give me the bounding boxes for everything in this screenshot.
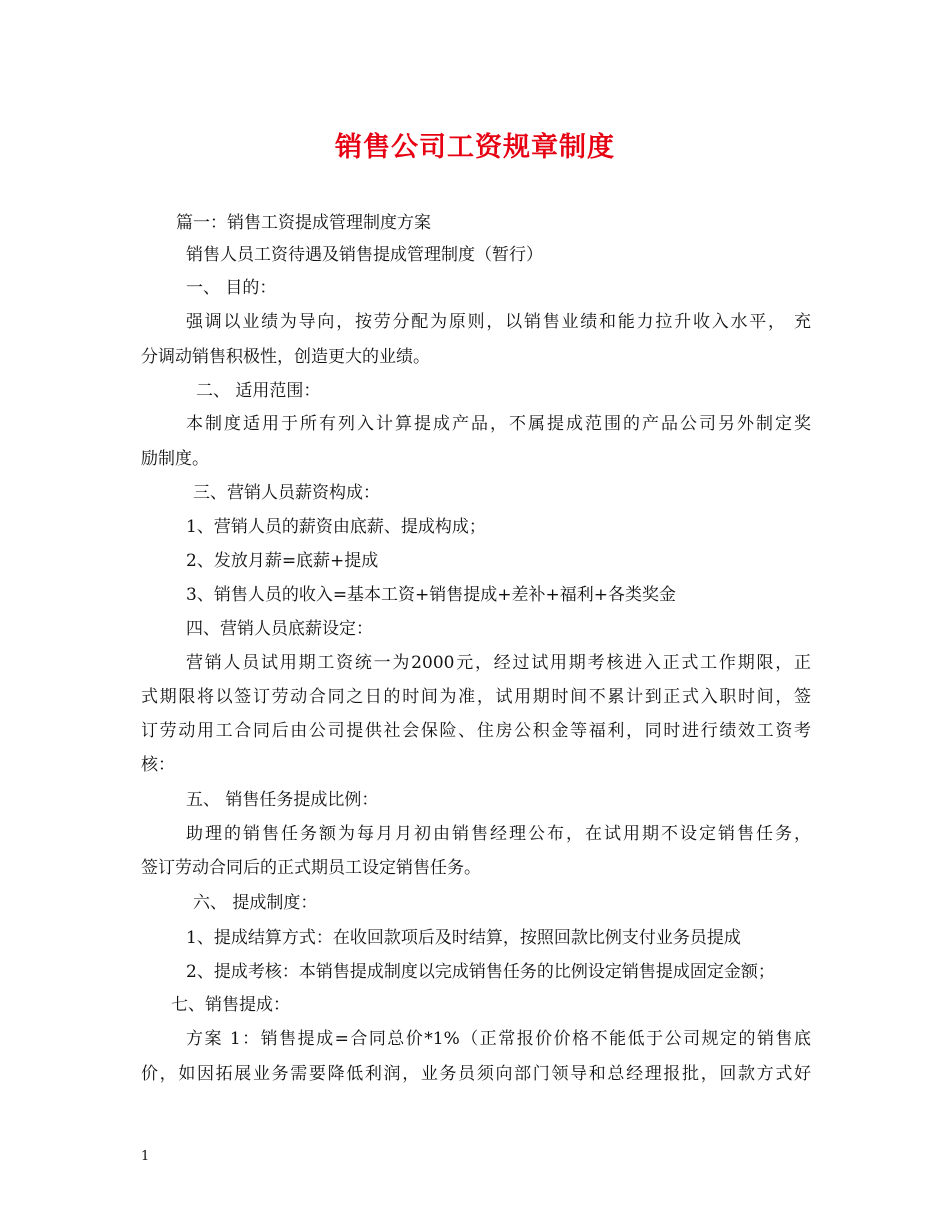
paragraph-line: 3、销售人员的收入=基本工资+销售提成+差补+福利+各类奖金	[186, 585, 677, 605]
paragraph-line: 价，如因拓展业务需要降低利润，业务员须向部门领导和总经理报批，回款方式好	[141, 1064, 811, 1084]
paragraph-line: 2、提成考核：本销售提成制度以完成销售任务的比例设定销售提成固定金额；	[186, 962, 775, 982]
section-heading: 六、 提成制度：	[193, 893, 318, 913]
paragraph-line: 方案 1：销售提成=合同总价*1%（正常报价价格不能低于公司规定的销售底	[186, 1029, 811, 1049]
paragraph-line: 强调以业绩为导向，按劳分配为原则，以销售业绩和能力拉升收入水平， 充	[186, 312, 811, 332]
paragraph-line: 订劳动用工合同后由公司提供社会保险、住房公积金等福利，同时进行绩效工资考	[141, 721, 811, 741]
page-number: 1	[141, 1149, 150, 1164]
paragraph-line: 分调动销售积极性，创造更大的业绩。	[141, 347, 430, 367]
paragraph-line: 1、营销人员的薪资由底薪、提成构成；	[186, 517, 486, 537]
paragraph-line: 1、提成结算方式：在收回款项后及时结算，按照回款比例支付业务员提成	[186, 928, 741, 948]
paragraph-line: 本制度适用于所有列入计算提成产品，不属提成范围的产品公司另外制定奖	[186, 414, 811, 434]
section-heading: 一、 目的：	[186, 278, 277, 298]
paragraph-line: 签订劳动合同后的正式期员工设定销售任务。	[141, 858, 481, 878]
paragraph-line: 2、发放月薪=底薪+提成	[186, 551, 379, 571]
section-heading: 七、销售提成：	[171, 995, 290, 1015]
paragraph-line: 助理的销售任务额为每月月初由销售经理公布，在试用期不设定销售任务，	[186, 824, 811, 844]
section-heading: 五、 销售任务提成比例：	[186, 790, 379, 810]
document-title: 销售公司工资规章制度	[335, 132, 615, 163]
paragraph-line: 篇一：销售工资提成管理制度方案	[176, 213, 431, 233]
paragraph-line: 销售人员工资待遇及销售提成管理制度（暂行）	[186, 245, 543, 265]
paragraph-line: 式期限将以签订劳动合同之日的时间为准，试用期时间不累计到正式入职时间，签	[141, 687, 811, 707]
paragraph-line: 核：	[141, 755, 175, 775]
paragraph-line: 励制度。	[141, 449, 209, 469]
section-heading: 四、营销人员底薪设定：	[186, 619, 373, 639]
section-heading: 三、营销人员薪资构成：	[193, 483, 380, 503]
paragraph-line: 营销人员试用期工资统一为2000元，经过试用期考核进入正式工作期限，正	[186, 653, 811, 673]
section-heading: 二、 适用范围：	[196, 381, 321, 401]
